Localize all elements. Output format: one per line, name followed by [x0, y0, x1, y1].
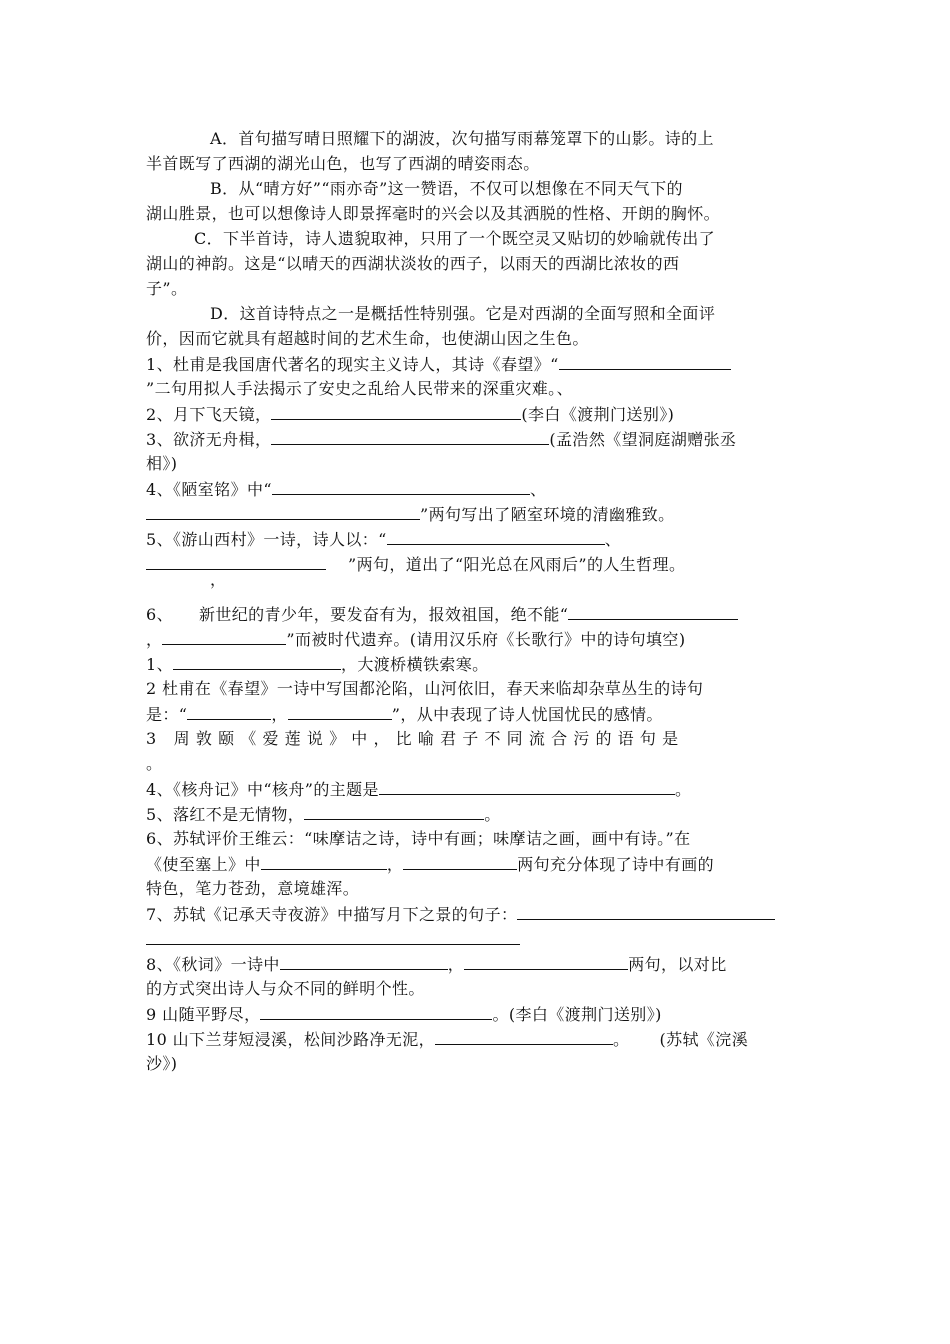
answer-blank[interactable]: [559, 352, 731, 370]
answer-blank[interactable]: [379, 777, 675, 795]
set2-question-6-line-2: 《使至塞上》中 ， 两句充分体现了诗中有画的: [146, 852, 714, 877]
option-c-line-2: 湖山的神韵。这是“以晴天的西湖状淡妆的西子，以雨天的西湖比浓妆的西: [146, 254, 680, 273]
set2-question-8-line-1: 8、《秋词》一诗中 ， 两句，以对比: [146, 952, 727, 977]
answer-blank[interactable]: [146, 502, 420, 520]
question-6-line-2: ， ”而被时代遗弃。(请用汉乐府《长歌行》中的诗句填空): [146, 627, 685, 652]
set2-question-2-line-2: 是：“ ， ”，从中表现了诗人忧国忧民的感情。: [146, 702, 663, 727]
answer-blank[interactable]: [464, 952, 628, 970]
set2-question-4: 4、《核舟记》中“核舟”的主题是 。: [146, 777, 691, 802]
answer-blank[interactable]: [187, 702, 271, 720]
set2-question-1: 1、 ，大渡桥横铁索寒。: [146, 652, 489, 677]
question-5-line-1: 5、《游山西村》一诗，诗人以：“ 、: [146, 527, 621, 552]
answer-blank[interactable]: [435, 1027, 613, 1045]
set2-question-2-line-1: 2 杜甫在《春望》一诗中写国都沦陷，山河依旧，春天来临却杂草丛生的诗句: [146, 679, 704, 698]
answer-blank[interactable]: [288, 702, 392, 720]
answer-blank[interactable]: [162, 627, 286, 645]
option-c-line-3: 子”。: [146, 279, 188, 298]
answer-blank[interactable]: [173, 652, 341, 670]
question-4-line-1: 4、《陋室铭》中“ 、: [146, 477, 546, 502]
question-3-line-1: 3、欲济无舟楫， (孟浩然《望洞庭湖赠张丞: [146, 427, 736, 452]
answer-blank[interactable]: [272, 477, 530, 495]
question-6-line-1: 6、 新世纪的青少年，要发奋有为，报效祖国，绝不能“: [146, 602, 738, 627]
set2-question-8-line-2: 的方式突出诗人与众不同的鲜明个性。: [146, 979, 425, 998]
answer-blank[interactable]: [403, 852, 517, 870]
answer-blank[interactable]: [568, 602, 738, 620]
question-5-comma: ，: [210, 570, 227, 589]
question-2-line: 2、月下飞天镜， (李白《渡荆门送别》): [146, 402, 674, 427]
set2-question-10-line-1: 10 山下兰芽短浸溪，松间沙路净无泥， 。 (苏轼《浣溪: [146, 1027, 748, 1052]
set2-question-5: 5、落红不是无情物， 。: [146, 802, 501, 827]
answer-blank[interactable]: [260, 1002, 492, 1020]
question-5-line-2: ”两句，道出了“阳光总在风雨后”的人生哲理。: [146, 552, 685, 577]
answer-blank[interactable]: [146, 927, 520, 945]
answer-blank[interactable]: [304, 802, 484, 820]
option-a-line-2: 半首既写了西湖的湖光山色，也写了西湖的晴姿雨态。: [146, 154, 540, 173]
set2-question-3-line-2: 。: [146, 754, 163, 773]
set2-question-7-line-2: [146, 927, 520, 952]
option-a-line-1: A．首句描写晴日照耀下的湖波，次句描写雨幕笼罩下的山影。诗的上: [210, 129, 714, 148]
option-c-line-1: C．下半首诗，诗人遗貌取神，只用了一个既空灵又贴切的妙喻就传出了: [194, 229, 716, 248]
option-d-line-2: 价，因而它就具有超越时间的艺术生命，也使湖山因之生色。: [146, 329, 589, 348]
question-3-line-2: 相》): [146, 454, 178, 473]
set2-question-10-line-2: 沙》): [146, 1054, 178, 1073]
option-d-line-1: D．这首诗特点之一是概括性特别强。它是对西湖的全面写照和全面评: [210, 304, 716, 323]
answer-blank[interactable]: [387, 527, 605, 545]
set2-question-3-line-1: 3 周敦颐《爱莲说》中，比喻君子不同流合污的语句是: [146, 729, 685, 748]
option-b-line-1: B．从“晴方好”“雨亦奇”这一赞语，不仅可以想像在不同天气下的: [210, 179, 683, 198]
question-1-line-2: ”二句用拟人手法揭示了安史之乱给人民带来的深重灾难。、: [146, 379, 573, 398]
set2-question-6-line-1: 6、苏轼评价王维云：“味摩诘之诗，诗中有画；味摩诘之画，画中有诗。”在: [146, 829, 691, 848]
set2-question-7-line-1: 7、苏轼《记承天寺夜游》中描写月下之景的句子：: [146, 902, 775, 927]
answer-blank[interactable]: [517, 902, 775, 920]
question-4-line-2: ”两句写出了陋室环境的清幽雅致。: [146, 502, 675, 527]
answer-blank[interactable]: [146, 552, 326, 570]
answer-blank[interactable]: [280, 952, 448, 970]
set2-question-9: 9 山随平野尽， 。(李白《渡荆门送别》): [146, 1002, 662, 1027]
answer-blank[interactable]: [271, 402, 521, 420]
set2-question-6-line-3: 特色，笔力苍劲，意境雄浑。: [146, 879, 360, 898]
answer-blank[interactable]: [261, 852, 387, 870]
question-1-line-1: 1、杜甫是我国唐代著名的现实主义诗人，其诗《春望》“: [146, 352, 731, 377]
option-b-line-2: 湖山胜景，也可以想像诗人即景挥毫时的兴会以及其洒脱的性格、开朗的胸怀。: [146, 204, 721, 223]
answer-blank[interactable]: [271, 427, 549, 445]
